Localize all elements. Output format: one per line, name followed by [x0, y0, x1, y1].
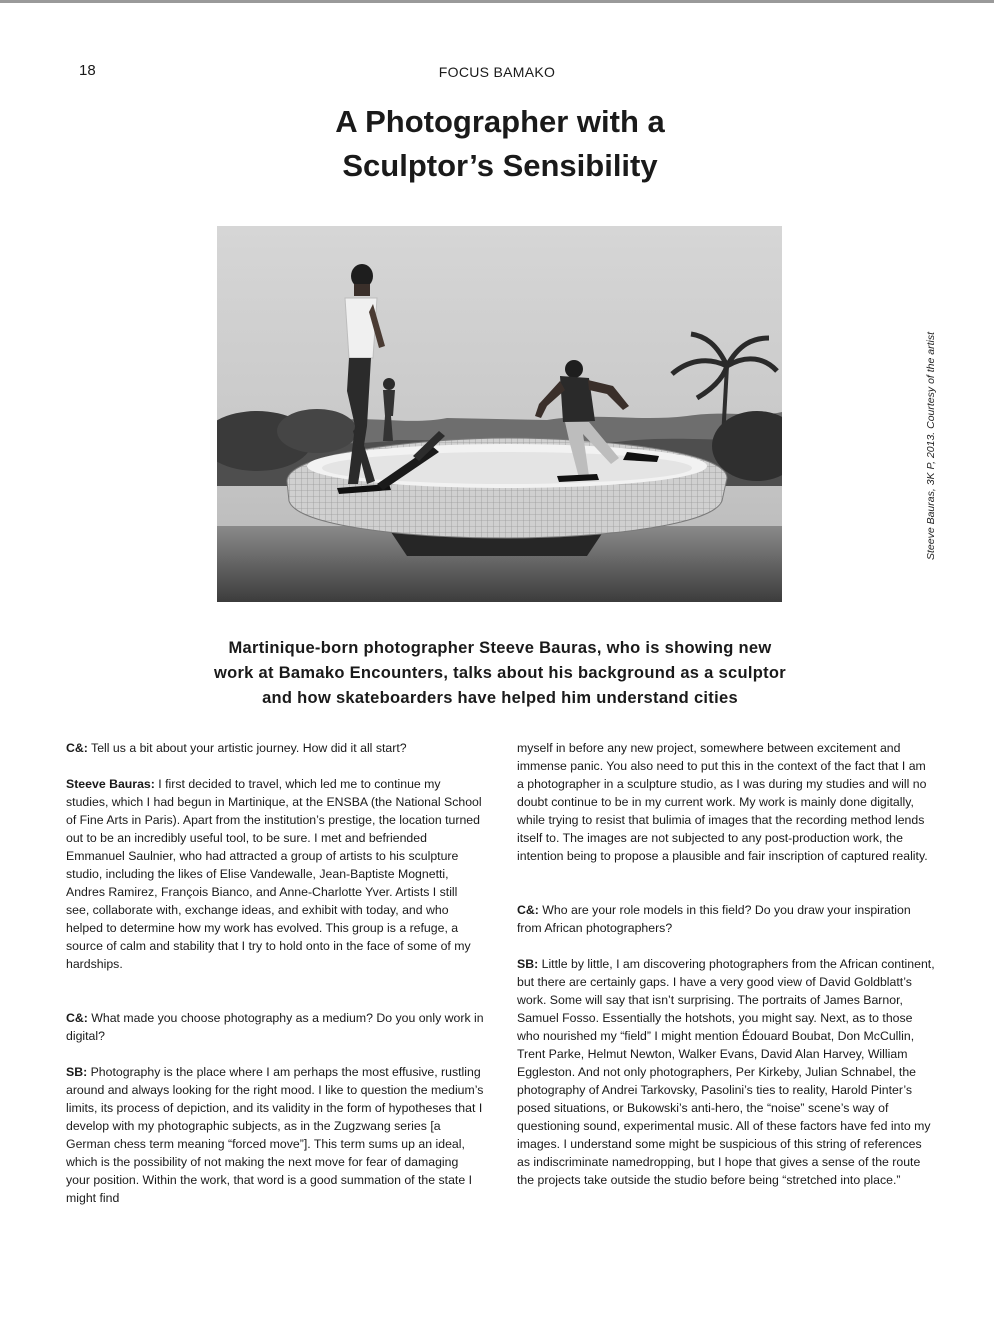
answer-paragraph	[66, 775, 484, 973]
answer-continued-paragraph: myself in before any new project, somewhere between excitement and immense panic. You also need to put this in the context of the fact that I am a photographer in a sculpture studio, as I was during my studies and will no doubt continue to be in my current work. My work is mainly done digitally, while trying to resist that bulimia of images that the recording method lends itself to. The images are not subjected to any post-production work, the intention being to propose a plausible and fair inscription of captured reality.	[517, 741, 928, 863]
answer-text: Little by little, I am discovering photographers from the African continent, but there are certainly gaps. I have a very good view of David Goldblatt’s work. Some will say that isn’t surprising. The portraits of James Barnor, Samuel Fosso. Essentially the hotshots, you might say. Next, as to those who nourished my “field” I might mention Édouard Boubat, Don McCullin, Trent Parke, Helmut Newton, Walker Evans, David Alan Harvey, William Eggleston. And not only photographers, Per Kirkeby, Julian Schnabel, the photography of Andrei Tarkovsky, Pasolini’s ties to reality, Harold Pinter’s posed situations, or Bukowski’s anti-hero, the “noise” scene’s way of questioning sound, experimental music. All of these factors have fed into my images. I understand some might be suspicious of this string of references as indiscriminate namedropping, but I hope that gives a sense of the route the projects take outside the studio before being “stretched into place.”	[517, 957, 935, 1187]
question-paragraph	[66, 739, 484, 757]
article-column-right	[517, 739, 935, 1189]
question-paragraph	[517, 901, 935, 937]
speaker-label: C&:	[66, 741, 88, 755]
skateboard-bowl-photo	[217, 226, 782, 602]
page-top-rule	[0, 0, 994, 3]
speaker-label: SB:	[66, 1065, 88, 1079]
answer-text: Photography is the place where I am perhaps the most effusive, rustling around and always looking for the right mood. I like to question the medium’s limits, its process of depiction, and its validity in the form of hypotheses that I develop with my photographic subjects, as in the Zugzwang series [a German chess term meaning “forced move”]. This term sums up an ideal, which is the possibility of not making the next move for fear of damaging your position. Within the work, that word is a good summation of the state I might find	[66, 1065, 484, 1205]
speaker-label: C&:	[517, 903, 539, 917]
standfirst-line-3: and how skateboarders have helped him understand cities	[262, 689, 738, 707]
answer-paragraph	[517, 955, 935, 1189]
speaker-label: C&:	[66, 1011, 88, 1025]
answer-text: I first decided to travel, which led me to continue my studies, which I had begun in Martinique, at the ENSBA (the National School of Fine Arts in Paris). Apart from the institution’s prestige, the location turned out to be an incredibly useful tool, to be sure. I met and befriended Emmanuel Saulnier, who had attracted a group of artists to his sculpture studio, including the likes of Elise Vandewalle, Jean-Baptiste Mognetti, Andres Ramirez, François Bianco, and Anne-Charlotte Yver. Artists I still see, collaborate with, exchange ideas, and exhibit with today, and who helped to determine how my work has evolved. This group is a refuge, a source of calm and stability that I try to hold onto in the face of some of my hardships.	[66, 777, 482, 971]
speaker-label: Steeve Bauras:	[66, 777, 155, 791]
question-text: Tell us a bit about your artistic journey. How did it all start?	[87, 741, 407, 755]
title-line-2: Sculptor’s Sensibility	[342, 148, 658, 183]
question-text: Who are your role models in this field? Do you draw your inspiration from African photographers?	[517, 903, 911, 935]
article-title	[200, 100, 800, 188]
page-number: 18	[79, 62, 96, 79]
question-text: What made you choose photography as a medium? Do you only work in digital?	[66, 1011, 484, 1043]
article-standfirst	[160, 636, 840, 711]
article-column-left	[66, 739, 484, 1207]
standfirst-line-2: work at Bamako Encounters, talks about his background as a sculptor	[213, 664, 787, 682]
section-header: FOCUS BAMAKO	[438, 64, 556, 80]
answer-paragraph	[66, 1063, 484, 1207]
speaker-label: SB:	[517, 957, 539, 971]
question-paragraph	[66, 1009, 484, 1045]
title-line-1: A Photographer with a	[335, 104, 665, 139]
photo-credit: Steeve Bauras, 3K P, 2013. Courtesy of the artist	[925, 331, 937, 561]
standfirst-line-1: Martinique-born photographer Steeve Bauras, who is showing new	[228, 639, 772, 657]
